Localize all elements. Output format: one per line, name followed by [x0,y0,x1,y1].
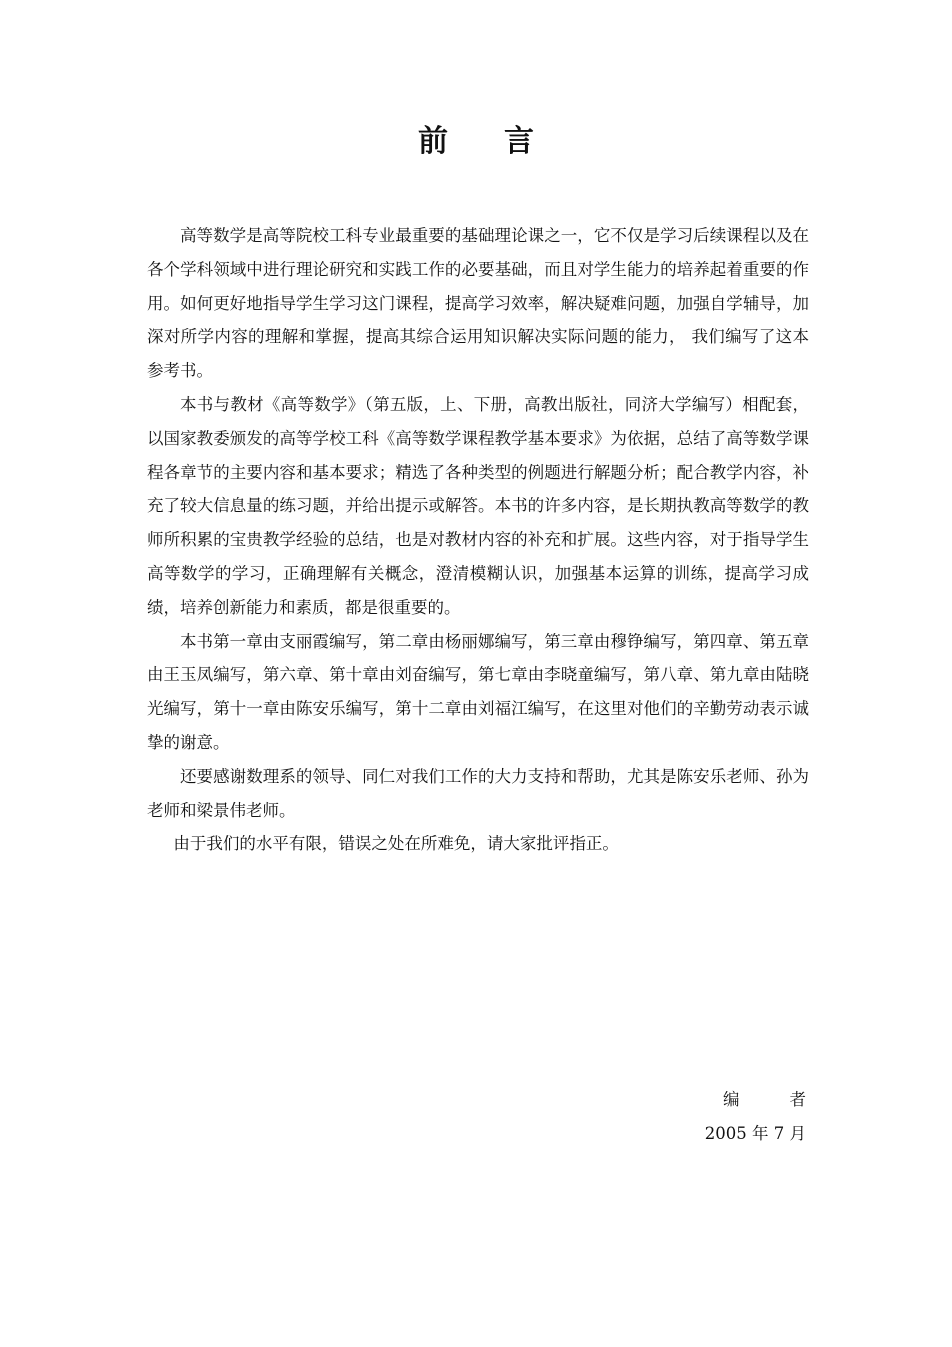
page-title [0,122,952,162]
editor-char-2: 者 [789,1090,806,1109]
signature-date: 2005 年 7 月 [704,1124,806,1143]
preface-body [147,219,809,861]
title-char-1: 前 [418,124,448,159]
title-char-2: 言 [504,124,534,159]
editor-char-1: 编 [723,1090,740,1109]
signature-block [606,1083,806,1151]
paragraph-4: 还要感谢数理系的领导、同仁对我们工作的大力支持和帮助，尤其是陈安乐老师、孙为老师和梁景伟老师。 [147,766,809,820]
editor-label [606,1083,806,1117]
paragraph-2: 本书与教材《高等数学》（第五版，上、下册，高教出版社，同济大学编写）相配套，以国家教委颁发的高等学校工科《高等数学课程教学基本要求》为依据，总结了高等数学课程各章节的主要内容和基本要求；精选了各种类型的例题进行解题分析；配合教学内容，补充了较大信息量的练习题，并给出提示或解答。本书的许多内容，是长期执教高等数学的教师所积累的宝贵教学经验的总结，也是对教材内容的补充和扩展。这些内容，对于指导学生高等数学的学习，正确理解有关概念，澄清模糊认识，加强基本运算的训练，提高学习成绩，培养创新能力和素质，都是很重要的。 [147,394,809,617]
paragraph-1: 高等数学是高等院校工科专业最重要的基础理论课之一，它不仅是学习后续课程以及在各个学科领域中进行理论研究和实践工作的必要基础，而且对学生能力的培养起着重要的作用。如何更好地指导学生学习这门课程，提高学习效率，解决疑难问题，加强自学辅导，加深对所学内容的理解和掌握，提高其综合运用知识解决实际问题的能力， 我们编写了这本参考书。 [147,226,809,381]
paragraph-5: 由于我们的水平有限，错误之处在所难免，请大家批评指正。 [173,834,619,854]
paragraph-3: 本书第一章由支丽霞编写，第二章由杨丽娜编写，第三章由穆铮编写，第四章、第五章由王玉凤编写，第六章、第十章由刘奋编写，第七章由李晓童编写，第八章、第九章由陆晓光编写，第十一章由陈安乐编写，第十二章由刘福江编写，在这里对他们的辛勤劳动表示诚挚的谢意。 [147,631,809,752]
